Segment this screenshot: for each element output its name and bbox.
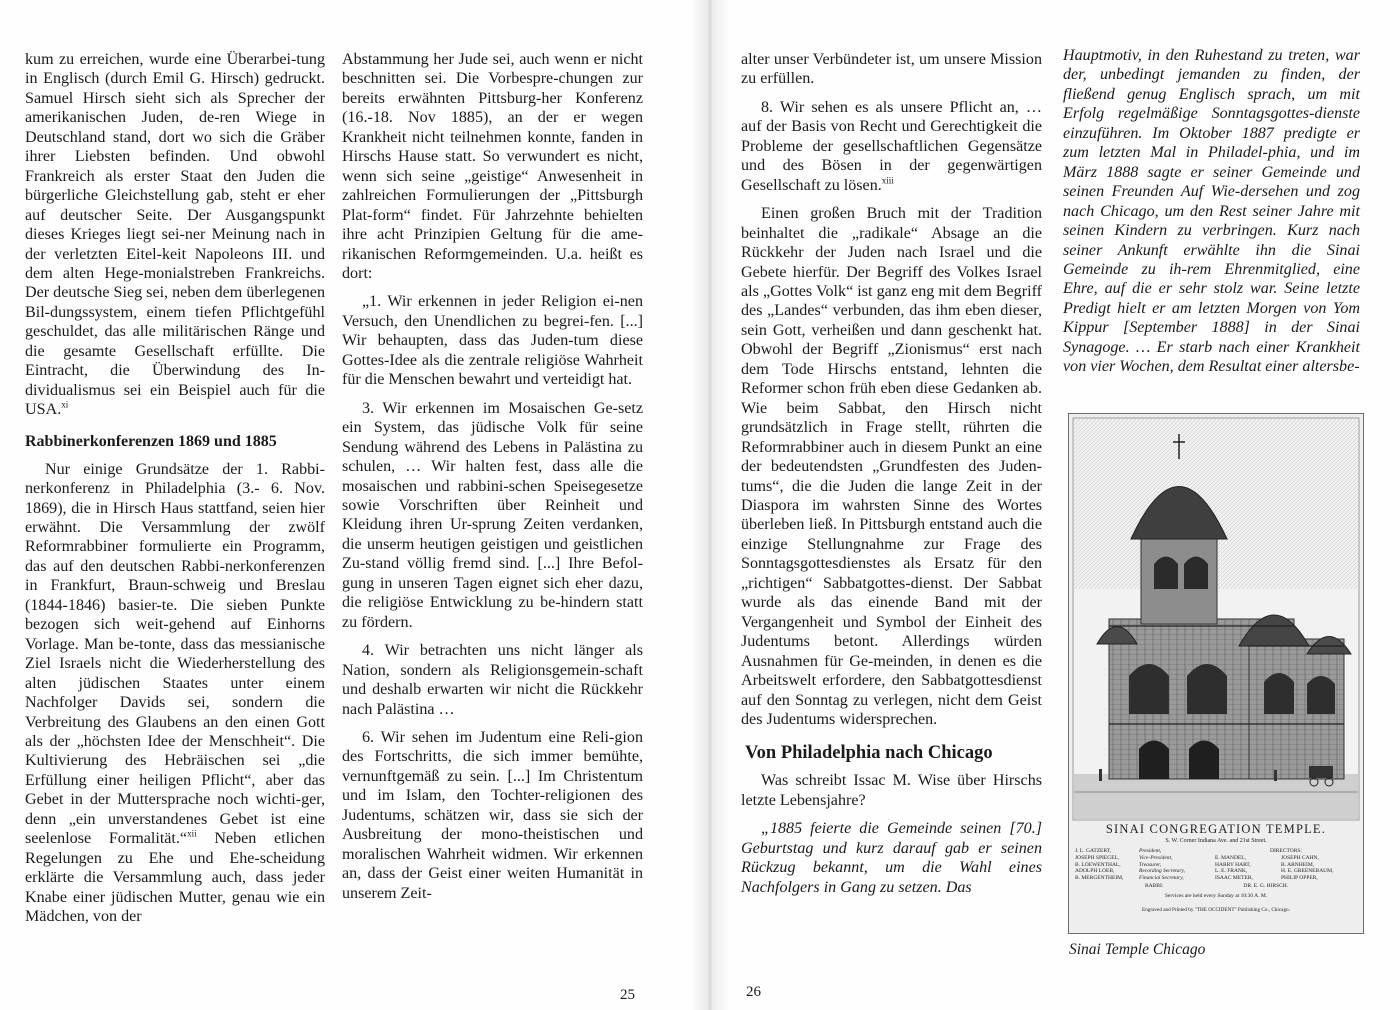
services-line: Services are held every Sunday at 10:30 A. M.: [1164, 892, 1268, 899]
officers-names: J. L. GATZERT, JOSEPH SPIEGEL, B. LOEWENTHAL, ADOLPH LOEB, B. MERGENTHEIM,: [1075, 848, 1124, 882]
rabbi-line: RABBI: DR. E. G. HIRSCH.: [1145, 882, 1289, 889]
credit-line: Engraved and Printed by "THE OCCIDENT" Publishing Co., Chicago.: [1142, 906, 1290, 913]
right-page-column-1: [741, 50, 1042, 906]
engraving-address: S. W. Corner Indiana Ave. and 21st Street.: [1165, 838, 1267, 844]
wise-quote-continued: Hauptmotiv, in den Ruhestand zu treten, war der, unbedingt jemanden zu finden, der fließend genug Englisch sprach, um mit Erfolg regelmäßige Sonntagsgottes-dienste einzuführen. Im Oktober 1887 predigte er zum letzten Mal in Philadel-phia, und im März 1888 sagte er seiner Gemeinde und seinen Freunden Auf Wie-dersehen und zog nach Chicago, um den Rest seiner Jahre mit seinen Kindern zu verbringen. Kurz nach seiner Ankunft erwählte ihn die Sinai Gemeinde zu ih-rem Ehrenmitglied, eine Ehre, auf die er sehr stolz war. Seine letzte Predigt hielt er am letzten Morgen von Yom Kippur [September 1888] in der Sinai Synagoge. … Er starb nach einer Krankheit von vier Wochen, dem Resultat einer altersbe-: [1063, 47, 1360, 376]
section-heading-rabbinerkonferenzen: Rabbinerkonferenzen 1869 und 1885: [25, 432, 277, 450]
page-number-left: 25: [620, 987, 635, 1003]
platform-quote-3: 3. Wir erkennen im Mosaischen Ge-setz ein System, das jüdische Volk für seine Sendung während des Lebens in Palästina zu schulen, … Wir halten fest, dass alle die mosaischen und rabbini-schen Speisegesetze sowie Vorschriften über Reinheit und Kleidung ihren Ur-sprung Zeiten verdanken, die unserm heutigen geistigen und geistlichen Zu-stand völlig fremd sind. [...] Ihre Befol-gung in unseren Tagen eignet sich eher dazu, die religiöse Entwicklung zu be-hindern statt zu fördern.: [342, 399, 643, 631]
platform-quote-8: 8. Wir sehen es als unsere Pflicht an, … auf der Basis von Recht und Gerechtigkeit die Probleme der gesellschaftlichen Gegensätze und des Bösen in der gegenwärtigen Gesellschaft zu lösen.$^{xiii}$: [741, 98, 1042, 194]
wise-quote: „1885 feierte die Gemeinde seinen [70.] Geburtstag und kurz darauf gab er seinen Rückzug bekannt, um die Wahl eines Nachfolgers in Gang zu setzen. Das: [741, 820, 1042, 896]
section-heading-philadelphia-chicago: Von Philadelphia nach Chicago: [745, 743, 993, 764]
footnote-marker: xi: [61, 399, 69, 410]
paragraph: Abstammung her Jude sei, auch wenn er nicht beschnitten sei. Die Vorbespre-chungen zur bereits erwähnten Pittsburg-her Konferenz (16.-18. Nov 1885), an der er wegen Krankheit nicht teilnehmen konnte, fanden in Hirschs Hause statt. So verwundert es nicht, wenn sich seine „geistige“ Anwesenheit in zahlreichen Formulierungen der „Pittsburgh Plat-form“ findet. Für Jahrzehnte behielten ihre acht Prinzipien Geltung für die ame-rikanischen Reformgemeinden. U.a. heißt es dort:: [342, 51, 643, 282]
figure-caption: Sinai Temple Chicago: [1069, 941, 1206, 958]
paragraph: Was schreibt Issac M. Wise über Hirschs letzte Lebensjahre?: [741, 772, 1042, 809]
officers-table: [1075, 848, 1357, 882]
platform-quote-4: 4. Wir betrachten uns nicht länger als Nation, sondern als Religionsgemein-schaft und deshalb erwarten wir nicht die Rückkehr nach Palästina …: [342, 642, 643, 718]
paragraph: Einen großen Bruch mit der Tradition beinhaltet die „radikale“ Absage an die Rückkehr der Juden nach Israel und die Gebete hierfür. Der Begriff des Volkes Israel als „Gottes Volk“ ist ganz eng mit dem Begriff des „Landes“ verbunden, das ihm eben dieser, sein Gott, verheißen und dann geschenkt hat. Obwohl der Begriff „Zionismus“ erst nach dem Tode Hirschs entstand, lehnten die Reformer schon früh eben diese Gedanken ab. Wie beim Sabbat, den Hirsch nicht grundsätzlich in Frage stellt, rührten die Reformrabbiner auch in diesem Punkt an eine der bedeutendsten „Grundfesten des Juden-tums“, die die Juden die lange Zeit in der Diaspora im wahrsten Sinne des Wortes überleben ließ. In Pittsburgh entstand auch die einzige Stellungnahme zur Frage des Sonntagsgottesdienstes als Ersatz für den „richtigen“ Sabbatgottes-dienst. Der Sabbat wurde als das einende Band mit der Vergangenheit und Symbol der Einheit des Judentums betont. Allerdings würden Ausnahmen für Ge-meinden, in denen es die Arbeitswelt erfordere, den Sabbatgottesdienst auf den Sonntag zu verlegen, nicht dem Geist des Judentums widersprechen.: [741, 205, 1042, 728]
footnote-marker: xii: [187, 828, 197, 839]
paragraph: kum zu erreichen, wurde eine Überarbei-tung in Englisch (durch Emil G. Hirsch) gedruckt. Samuel Hirsch sieht sich als Sprecher der amerikanischen Juden, de-ren Wiege in Deutschland stand, dort wo sich die Gräber ihrer Liebsten befinden. Und obwohl Frankreich als erster Staat den Juden die bürgerliche Gleichstellung gab, steht er eher auf deutscher Seite. Der Ausgangspunkt dieses Krieges liegt sei-ner Meinung nach in der verletzten Eitel-keit Napoleons III. und dem alten Hege-monialstreben Frankreichs. Der deutsche Sieg sei, neben dem überlegenen Bil-dungssystem, einem tiefen Pflichtgefühl geschuldet, das alle militärischen Ränge und die gesamte Gesellschaft erfüllte. Die Eintracht, die Überwindung des In-dividualismus sei ein Beispiel auch für die USA.$^{xi}$: [25, 51, 325, 419]
left-page-column-1: [25, 50, 325, 935]
right-page-column-2: [1063, 46, 1360, 386]
left-page-column-2: [342, 50, 643, 912]
engraving-title: SINAI CONGREGATION TEMPLE.: [1105, 822, 1327, 836]
engraving-caption-block: [1075, 822, 1357, 913]
directors-block: DIRECTORS: E. MANDEL, HARRY HART, L. E. FRANK, ISAAC METER, JOSEPH CAHN, B. ARNHEIM, H. E. GREENEBAUM, PHILIP OPPER,: [1215, 848, 1334, 882]
platform-quote-6: 6. Wir sehen im Judentum eine Reli-gion des Fortschritts, die sich immer bemühte, vernunftgemäß zu sein. [...] Im Christentum und im Islam, den Tochter-religionen des Judentums, schätzen wir, dass sie sich der Ausbreitung der mono-theistischen und moralischen Wahrheit widmen. Wir erkennen an, dass der Geist einer weiten Humanität in unserem Zeit-: [342, 728, 643, 902]
paragraph: Nur einige Grundsätze der 1. Rabbi-nerkonferenz in Philadelphia (3.- 6. Nov. 1869), die in Hirsch Haus stattfand, seien hier erwähnt. Die Versammlung der zwölf Reformrabbiner formulierte ein Programm, das auf den deutschen Rabbi-nerkonferenzen in Frankfurt, Braun-schweig und Breslau (1844-1846) basier-te. Die sieben Punkte bezogen sich weit-gehend auf Einhorns Vorlage. Man be-tonte, dass das messianische Ziel Israels nicht die Wiederherstellung des alten jüdischen Staates unter einem Nachfolger Davids sei, sondern die Verbreitung des Glaubens an den einen Gott als der „höchsten Idee der Menschheit“. Die Kultivierung des Hebräischen sei „die Erfüllung einer heiligen Pflicht“, aber das Gebet in der Muttersprache noch wichti-ger, denn „ein unverstandenes Gebet ist eine seelenlose Formalität.“$^{xii}$ Neben etlichen Regelungen zu Ehe und Ehe-scheidung erklärte die Versammlung auch, dass jeder Knabe einer jüdischen Mutter, genau wie ein Mädchen, von der: [25, 460, 325, 926]
officers-roles: President, Vice-President, Treasurer, Recording Secretary, Financial Secretary,: [1139, 848, 1186, 882]
paragraph: alter unser Verbündeter ist, um unsere Mission zu erfüllen.: [741, 51, 1042, 88]
platform-quote-1: „1. Wir erkennen in jeder Religion ei-nen Versuch, den Unendlichen zu begrei-fen. [...] Wir behaupten, dass das Juden-tum diese Gottes-Idee als die zentrale religiöse Wahrheit für die Menschen bewahrt und verteidigt hat.: [342, 293, 643, 389]
page-number-right: 26: [746, 984, 761, 1000]
sinai-temple-engraving: [1068, 413, 1364, 934]
footnote-marker: xiii: [881, 175, 894, 186]
book-gutter: [690, 0, 730, 1010]
